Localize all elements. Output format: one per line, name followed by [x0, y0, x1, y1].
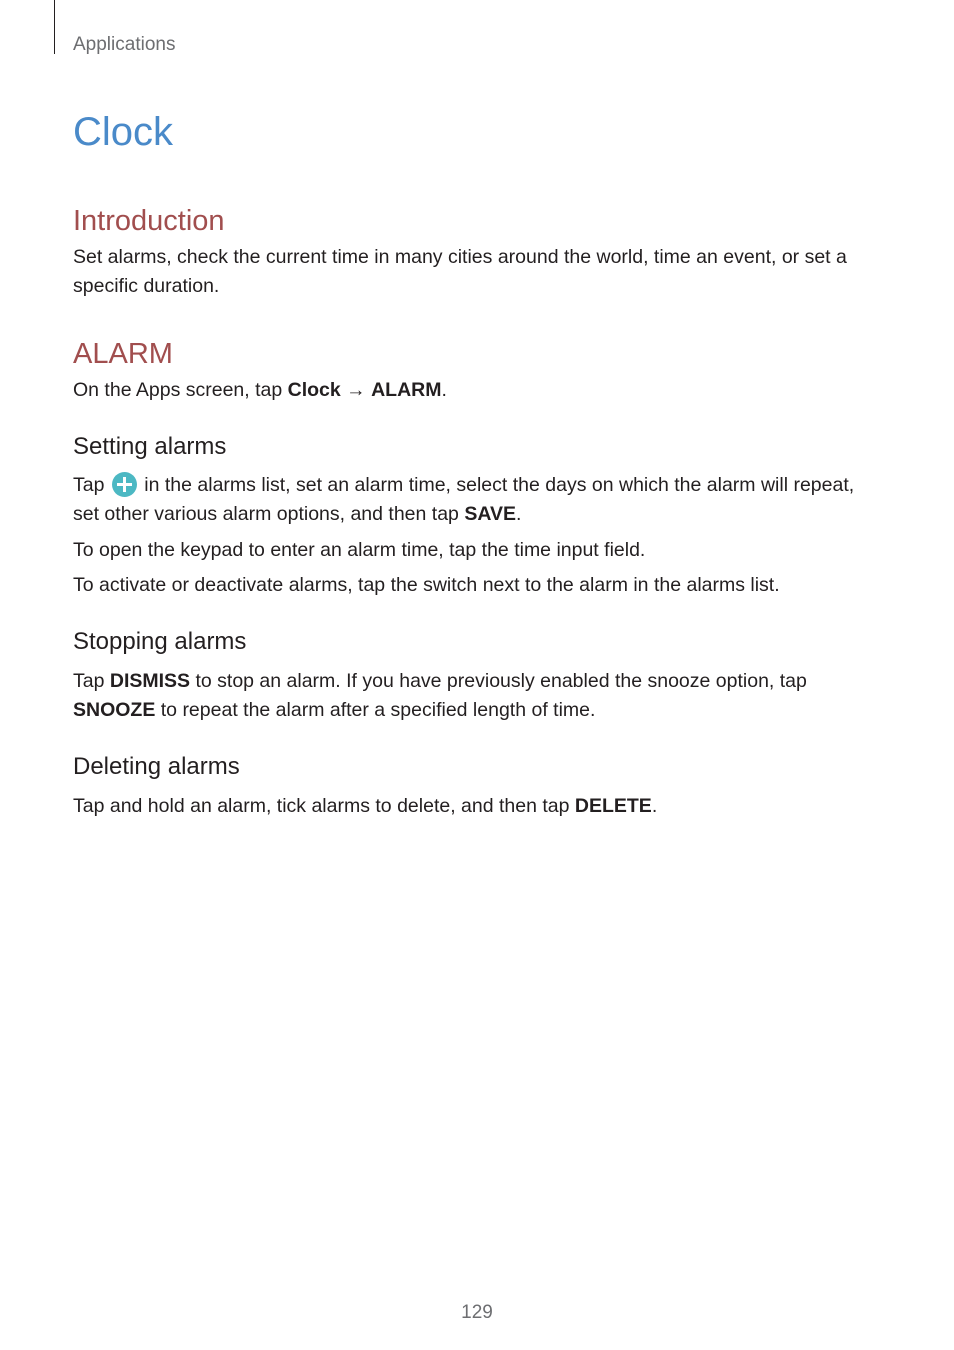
deleting-alarms-text: [73, 792, 883, 821]
page-number: 129: [461, 1302, 493, 1323]
deleting-text-end: .: [651, 794, 658, 817]
deleting-text: Tap and hold an alarm, tick alarms to delete, and then tap: [73, 794, 575, 817]
save-label: SAVE: [464, 503, 516, 526]
stopping-alarms-heading: Stopping alarms: [73, 628, 247, 656]
setting-tap: Tap: [73, 474, 110, 497]
page-content: [73, 108, 883, 821]
alarm-heading: ALARM: [73, 337, 173, 370]
setting-alarms-text-2: To open the keypad to enter an alarm time, tap the time input field.: [73, 539, 646, 562]
setting-alarms-text-3: To activate or deactivate alarms, tap the switch next to the alarm in the alarms list.: [73, 574, 780, 597]
snooze-label: SNOOZE: [73, 699, 156, 722]
dismiss-label: DISMISS: [109, 670, 191, 693]
deleting-alarms-heading: Deleting alarms: [73, 753, 240, 781]
page-title: Clock: [73, 110, 174, 154]
add-icon: [112, 472, 137, 497]
setting-text-rest: in the alarms list, set an alarm time, select the days on which the alarm will repeat, set other various alarm options, and then tap: [73, 474, 855, 526]
introduction-heading: Introduction: [73, 205, 225, 237]
alarm-label: ALARM: [371, 378, 442, 401]
setting-text-end: .: [515, 503, 522, 526]
delete-label: DELETE: [574, 794, 652, 817]
alarm-path-text: [73, 376, 883, 405]
introduction-text: Set alarms, check the current time in many cities around the world, time an event, or set a specific duration.: [73, 245, 847, 297]
alarm-path-end: .: [441, 378, 447, 401]
stopping-text-mid: to stop an alarm. If you have previously enabled the snooze option, tap: [190, 670, 807, 693]
stopping-tap: Tap: [73, 670, 110, 693]
setting-alarms-text-1: [73, 471, 883, 529]
stopping-text-end: to repeat the alarm after a specified length of time.: [155, 699, 596, 722]
running-head: Applications: [73, 34, 176, 55]
page-edge-rule: [54, 0, 55, 54]
clock-label: Clock: [287, 378, 341, 401]
alarm-path-prefix: On the Apps screen, tap: [73, 378, 288, 401]
stopping-alarms-text: [73, 667, 883, 725]
path-arrow: →: [340, 378, 372, 401]
setting-alarms-heading: Setting alarms: [73, 432, 227, 460]
